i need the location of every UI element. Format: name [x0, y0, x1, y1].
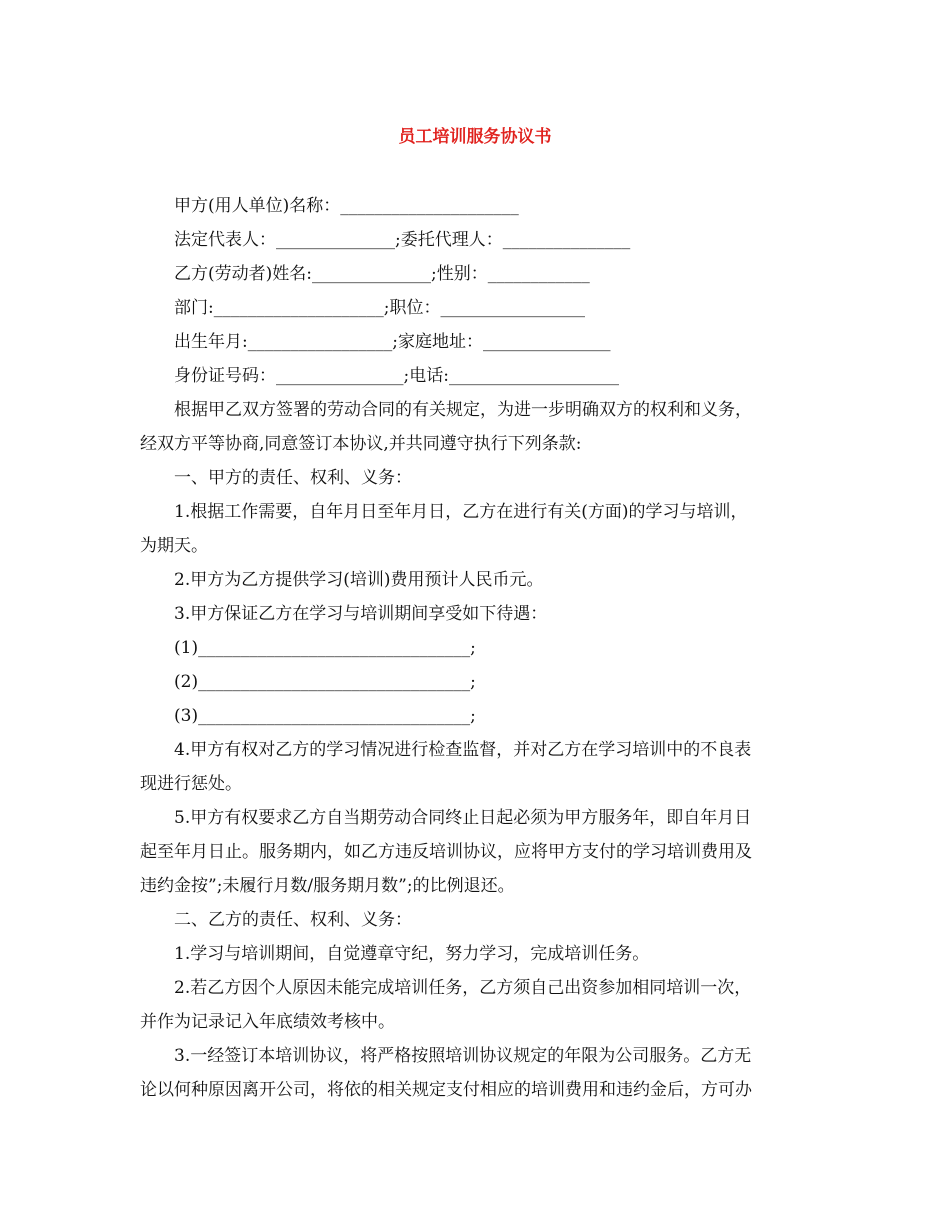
clause-line: 5.甲方有权要求乙方自当期劳动合同终止日起必须为甲方服务年，即自年月日	[174, 808, 752, 828]
list-item-line: (2)________________________________;	[174, 672, 476, 692]
paragraph-line: 经双方平等协商,同意签订本协议,并共同遵守执行下列条款:	[140, 434, 582, 454]
birth-address-line: 出生年月:_________________;家庭地址：_______________	[174, 332, 611, 352]
clause-line: 1.根据工作需要，自年月日至年月日，乙方在进行有关(方面)的学习与培训，	[174, 502, 748, 522]
clause-line: 2.若乙方因个人原因未能完成培训任务，乙方须自己出资参加相同培训一次，	[174, 978, 752, 998]
clause-line: 现进行惩处。	[140, 774, 242, 794]
party-b-name-line: 乙方(劳动者)姓名:______________;性别：____________	[174, 264, 590, 284]
list-item-line: (1)________________________________;	[174, 638, 476, 658]
list-item-line: (3)________________________________;	[174, 706, 476, 726]
department-line: 部门:____________________;职位：_________________	[174, 298, 585, 318]
clause-line: 4.甲方有权对乙方的学习情况进行检查监督，并对乙方在学习培训中的不良表	[174, 740, 752, 760]
clause-line: 起至年月日止。服务期内，如乙方违反培训协议，应将甲方支付的学习培训费用及	[140, 842, 752, 862]
clause-line: 违约金按”;未履行月数/服务期月数”;的比例退还。	[140, 876, 515, 896]
document-title: 员工培训服务协议书	[398, 127, 552, 147]
clause-line: 3.甲方保证乙方在学习与培训期间享受如下待遇：	[174, 604, 548, 624]
party-a-name-line: 甲方(用人单位)名称：_____________________	[174, 196, 519, 216]
id-phone-line: 身份证号码：_______________;电话:____________________	[174, 366, 619, 386]
clause-line: 3.一经签订本培训协议，将严格按照培训协议规定的年限为公司服务。乙方无	[174, 1046, 752, 1066]
clause-line: 1.学习与培训期间，自觉遵章守纪，努力学习，完成培训任务。	[174, 944, 650, 964]
clause-line: 为期天。	[140, 536, 208, 556]
clause-line: 并作为记录记入年底绩效考核中。	[140, 1012, 395, 1032]
paragraph-line: 根据甲乙双方签署的劳动合同的有关规定，为进一步明确双方的权利和义务，	[174, 400, 752, 420]
section-heading: 一、甲方的责任、权利、义务：	[174, 468, 412, 488]
clause-line: 2.甲方为乙方提供学习(培训)费用预计人民币元。	[174, 570, 544, 590]
legal-representative-line: 法定代表人：______________;委托代理人：_______________	[174, 230, 631, 250]
section-heading: 二、乙方的责任、权利、义务：	[174, 910, 412, 930]
clause-line: 论以何种原因离开公司，将依的相关规定支付相应的培训费用和违约金后，方可办	[140, 1080, 752, 1100]
